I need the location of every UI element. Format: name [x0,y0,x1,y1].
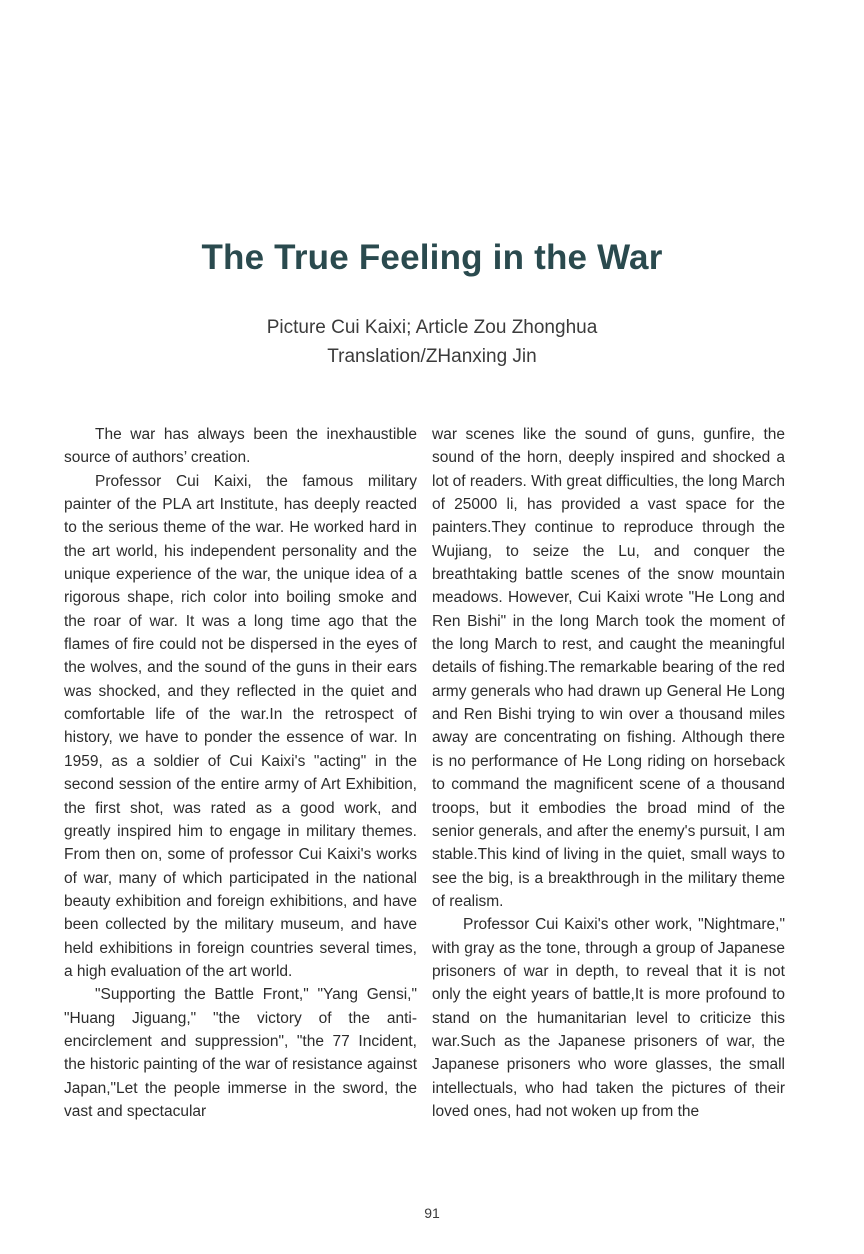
paragraph: Professor Cui Kaixi, the famous military painter of the PLA art Institute, has deeply reacted to the serious theme of the war. He worked hard in the art world, his independent personality and the unique experience of the war, the unique idea of a rigorous shape, rich color into boiling smoke and the roar of war. It was a long time ago that the flames of fire could not be dispersed in the eyes of the wolves, and the sound of the guns in their ears was shocked, and they reflected in the quiet and comfortable life of the war.In the retrospect of history, we have to ponder the essence of war. In 1959, as a soldier of Cui Kaixi's "acting" in the second session of the entire army of Art Exhibition, the first shot, was rated as a good work, and greatly inspired him to engage in military themes. From then on, some of professor Cui Kaixi's works of war, many of which participated in the national beauty exhibition and foreign exhibitions, and have been collected by the military museum, and have held exhibitions in foreign countries several times, a high evaluation of the art world. [64,472,417,980]
paragraph: The war has always been the inexhaustible source of authors’ creation. [64,426,417,467]
right-column [432,423,785,1123]
left-column [64,423,417,1123]
paragraph: "Supporting the Battle Front," "Yang Gensi," "Huang Jiguang," "the victory of the anti-encirclement and suppression", "the 77 Incident, the historic painting of the war of resistance against Japan,"Let the people immerse in the sword, the vast and spectacular [64,986,417,1120]
byline-credits: Picture Cui Kaixi; Article Zou Zhonghua [266,317,598,338]
article-byline [0,313,864,371]
paragraph: Professor Cui Kaixi's other work, "Nightmare," with gray as the tone, through a group of Japanese prisoners of war in depth, to reveal that it is not only the eight years of battle,It is more profound to stand on the humanitarian level to criticize this war.Such as the Japanese prisoners of war, the Japanese prisoners who wore glasses, the small intellectuals, who had taken the pictures of their loved ones, had not woken up from the [432,916,785,1120]
byline-translation: Translation/ZHanxing Jin [327,346,537,367]
paragraph-continued: war scenes like the sound of guns, gunfire, the sound of the horn, deeply inspired and shocked a lot of readers. With great difficulties, the long March of 25000 li, has provided a vast space for the painters.They continue to reproduce through the Wujiang, to seize the Lu, and conquer the breathtaking battle scenes of the snow mountain meadows. However, Cui Kaixi wrote "He Long and Ren Bishi" in the long March took the moment of the long March to rest, and caught the meaningful details of fishing.The remarkable bearing of the red army generals who had drawn up General He Long and Ren Bishi trying to win over a thousand miles away are concentrating on fishing. Although there is no performance of He Long riding on horseback to command the magnificent scene of a thousand troops, but it embodies the broad mind of the senior generals, and after the enemy's pursuit, I am stable.This kind of living in the quiet, small ways to see the big, is a breakthrough in the military theme of realism. [432,426,785,910]
page-number: 91 [424,1205,440,1221]
article-title: The True Feeling in the War [201,238,663,277]
